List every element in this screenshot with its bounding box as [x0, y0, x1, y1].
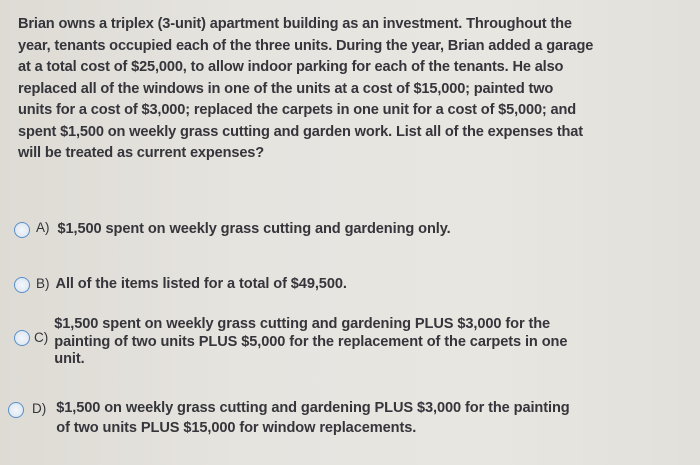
radio-button-b[interactable] — [14, 277, 30, 293]
option-line: All of the items listed for a total of $49,500. — [55, 276, 347, 292]
option-letter: C) — [34, 330, 49, 345]
option-letter: B) — [36, 276, 50, 291]
radio-button-d[interactable] — [8, 402, 24, 418]
question-line: will be treated as current expenses? — [18, 145, 265, 161]
option-text — [56, 398, 569, 438]
option-line: of two units PLUS $15,000 for window replacements. — [56, 420, 417, 436]
question-line: replaced all of the windows in one of the units at a cost of $15,000; painted two — [18, 80, 554, 97]
option-letter: A) — [36, 220, 50, 235]
answer-option-c[interactable] — [14, 316, 700, 369]
question-line: Brian owns a triplex (3-unit) apartment building as an investment. Throughout the — [18, 16, 572, 32]
radio-button-a[interactable] — [14, 222, 30, 238]
option-line: $1,500 on weekly grass cutting and gardening PLUS $3,000 for the painting — [56, 400, 570, 416]
question-line: at a total cost of $25,000, to allow indoor parking for each of the tenants. He also — [18, 59, 564, 75]
question-text — [18, 14, 700, 165]
option-line: $1,500 spent on weekly grass cutting and gardening PLUS $3,000 for the — [54, 316, 551, 332]
answer-option-a[interactable] — [14, 220, 700, 240]
radio-button-c[interactable] — [14, 330, 30, 346]
option-text — [56, 275, 347, 295]
option-letter: D) — [32, 401, 47, 416]
option-line: unit. — [54, 351, 85, 367]
option-line: $1,500 spent on weekly grass cutting and gardening only. — [57, 221, 451, 237]
question-line: spent $1,500 on weekly grass cutting and garden work. List all of the expenses that — [18, 123, 583, 140]
question-line: units for a cost of $3,000; replaced the carpets in one unit for a cost of $5,000; and — [18, 102, 577, 118]
question-line: year, tenants occupied each of the three units. During the year, Brian added a garage — [18, 37, 594, 54]
option-text — [54, 316, 567, 369]
answer-option-d[interactable] — [8, 398, 700, 438]
option-text — [58, 220, 451, 240]
answer-option-b[interactable] — [14, 274, 700, 295]
option-line: painting of two units PLUS $5,000 for the replacement of the carpets in one — [54, 333, 568, 350]
